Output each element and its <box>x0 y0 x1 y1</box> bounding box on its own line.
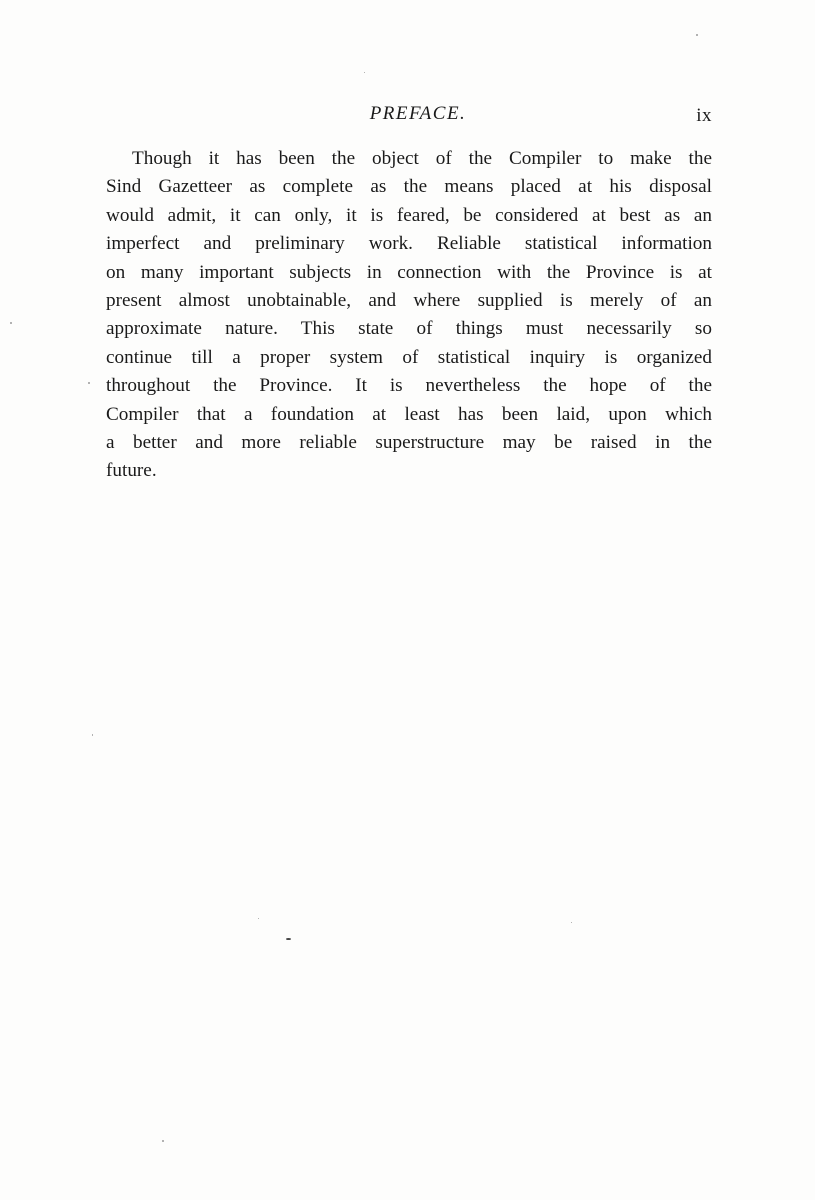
running-head <box>106 103 712 129</box>
text-line: would admit, it can only, it is feared, be considered at best as an <box>106 204 712 226</box>
preface-paragraph <box>106 145 712 486</box>
text-line: on many important subjects in connection with the Province is at <box>106 261 712 283</box>
scan-speck <box>364 72 365 73</box>
scan-speck <box>92 734 93 736</box>
scan-speck <box>571 922 572 923</box>
text-line: Compiler that a foundation at least has been laid, upon which <box>106 403 712 425</box>
page-title: PREFACE. <box>369 103 467 124</box>
scan-speck <box>258 918 259 919</box>
text-line: Sind Gazetteer as complete as the means placed at his disposal <box>106 176 712 198</box>
text-line: Though it has been the object of the Compiler to make the <box>132 148 712 169</box>
scan-speck <box>10 322 12 324</box>
text-line: present almost unobtainable, and where supplied is merely of an <box>106 290 712 312</box>
text-line: throughout the Province. It is nevertheless the hope of the <box>106 375 712 397</box>
text-line: imperfect and preliminary work. Reliable statistical information <box>106 233 712 255</box>
text-line: approximate nature. This state of things must necessarily so <box>106 318 712 340</box>
page-number: ix <box>696 105 712 126</box>
text-line: future. <box>106 460 157 482</box>
scan-speck <box>286 938 291 940</box>
scan-speck <box>162 1140 164 1142</box>
text-line: a better and more reliable superstructure may be raised in the <box>106 432 712 454</box>
text-line: continue till a proper system of statistical inquiry is organized <box>106 346 712 368</box>
scan-speck <box>696 34 698 36</box>
scan-speck <box>88 382 90 384</box>
